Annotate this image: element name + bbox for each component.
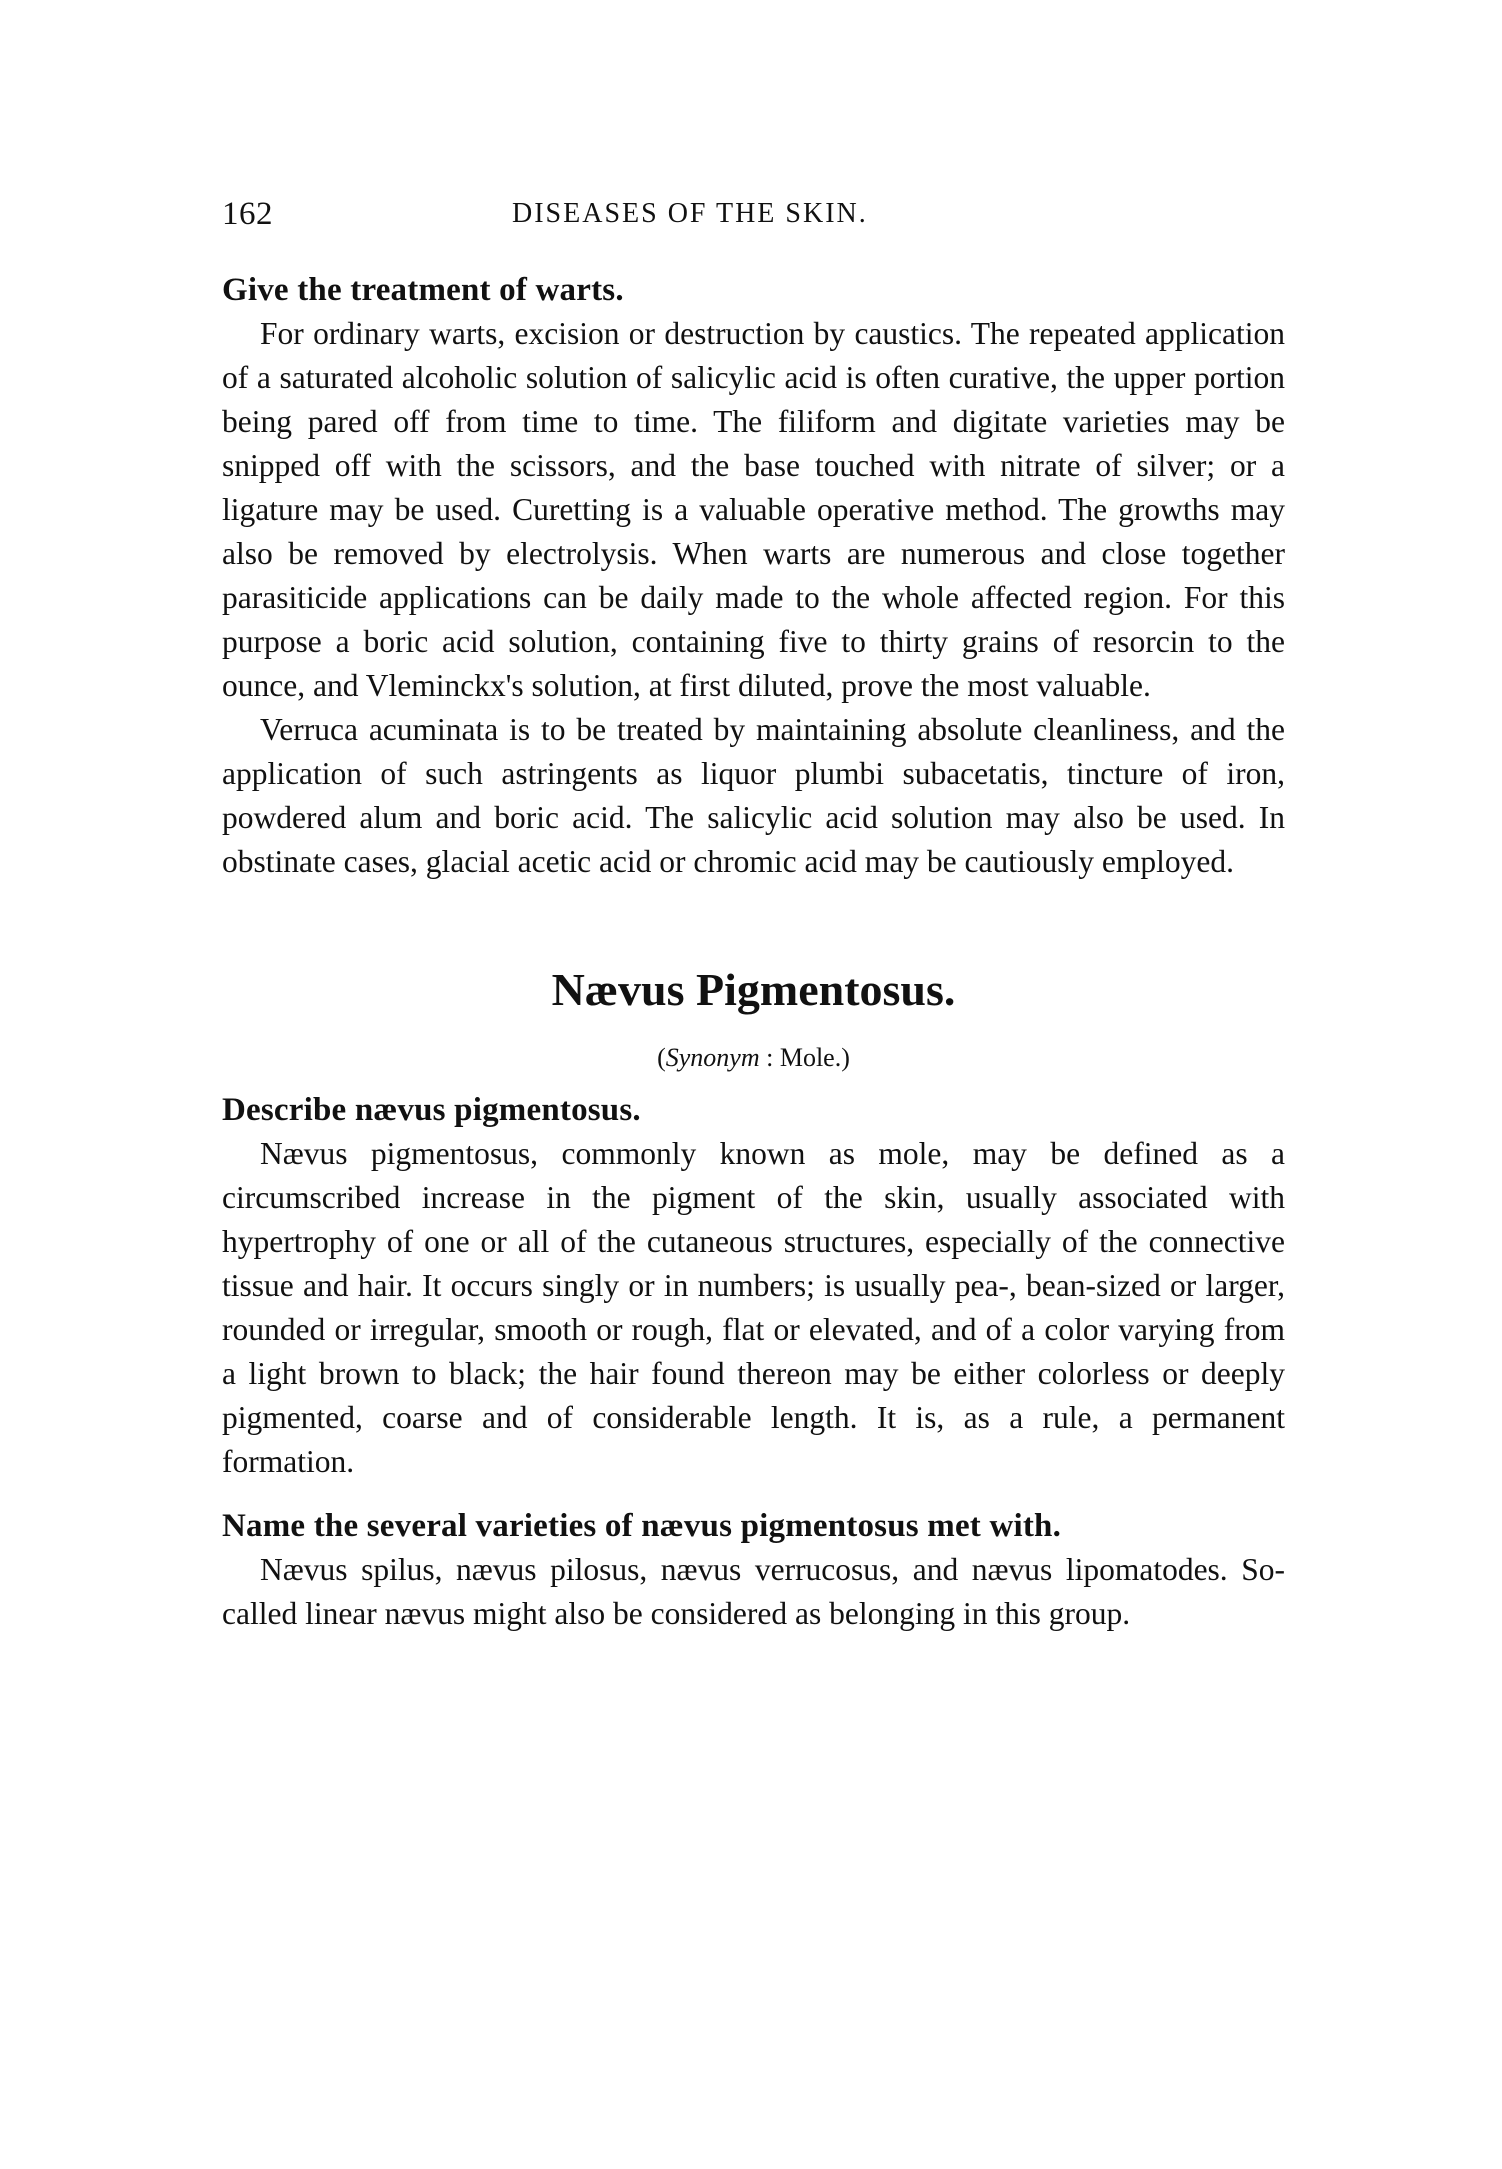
running-head (222, 196, 1285, 240)
synonym-label: Synonym (665, 1043, 760, 1072)
running-title: DISEASES OF THE SKIN. (512, 198, 868, 229)
paragraph-naevus-varieties: Nævus spilus, nævus pilosus, nævus verrucosus, and nævus lipomatodes. So-called linear nævus might also be considered as belonging in this group. (222, 1552, 1285, 1631)
question-warts-treatment: Give the treatment of warts. (222, 272, 624, 308)
page-number: 162 (222, 196, 273, 232)
paragraph-describe-naevus: Nævus pigmentosus, commonly known as mole, may be defined as a circumscribed increase in the pigment of the skin, usually associated with hypertrophy of one or all of the cutaneous structures, especially of the connective tissue and hair. It occurs singly or in numbers; is usually pea-, bean-sized or larger, rounded or irregular, smooth or rough, flat or elevated, and of a color varying from a light brown to black; the hair found thereon may be either colorless or deeply pigmented, coarse and of considerable length. It is, as a rule, a permanent formation. (222, 1136, 1285, 1479)
paragraph-verruca-acuminata: Verruca acuminata is to be treated by maintaining absolute cleanliness, and the application of such astringents as liquor plumbi subacetatis, tincture of iron, powdered alum and boric acid. The salicylic acid solution may also be used. In obstinate cases, glacial acetic acid or chromic acid may be cautiously employed. (222, 712, 1285, 879)
question-naevus-varieties: Name the several varieties of nævus pigmentosus met with. (222, 1508, 1062, 1544)
section-title-naevus-pigmentosus: Nævus Pigmentosus. (551, 964, 956, 1015)
book-page (222, 196, 1285, 1636)
paragraph-warts-treatment: For ordinary warts, excision or destruction by caustics. The repeated application of a saturated alcoholic solution of salicylic acid is often curative, the upper portion being pared off from time to time. The filiform and digitate varieties may be snipped off with the scissors, and the base touched with nitrate of silver; or a ligature may be used. Curetting is a valuable operative method. The growths may also be removed by electrolysis. When warts are numerous and close together parasiticide applications can be daily made to the whole affected region. For this purpose a boric acid solution, containing five to thirty grains of resorcin to the ounce, and Vleminckx's solution, at first diluted, prove the most valuable. (222, 316, 1285, 703)
synonym-line: (Synonym : Mole.) (657, 1043, 850, 1072)
question-describe-naevus: Describe nævus pigmentosus. (222, 1092, 641, 1128)
synonym-value: Mole. (779, 1043, 842, 1072)
